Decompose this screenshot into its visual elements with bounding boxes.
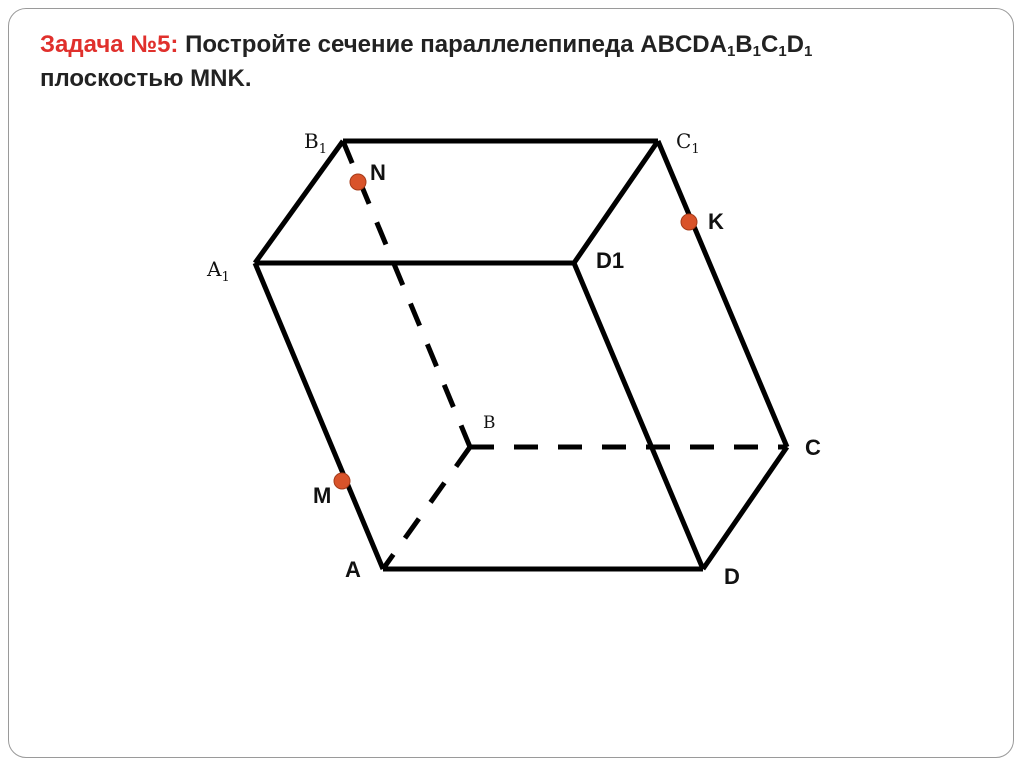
edge-A1-A — [255, 263, 383, 569]
edge-D-C — [703, 447, 787, 569]
label-K: K — [708, 209, 724, 234]
edge-C1-D1 — [574, 141, 658, 263]
label-N: N — [370, 160, 386, 185]
label-B1: $B_1$ — [304, 129, 327, 157]
edge-C1-C — [658, 141, 787, 447]
edge-B-A-hidden — [383, 447, 470, 569]
edge-A1-B1 — [255, 141, 343, 263]
label-B: B — [483, 413, 496, 433]
point-N — [350, 174, 366, 190]
label-C1: $C_1$ — [676, 129, 700, 157]
label-A: A — [345, 557, 361, 582]
task-text: Постройте сечение параллелепипеда $ABCDA_1B_1C_1D_1$ — [185, 31, 813, 60]
label-D: D — [724, 564, 740, 589]
label-A1: $A_1$ — [207, 257, 230, 285]
edge-D1-D — [574, 263, 703, 569]
point-K — [681, 214, 697, 230]
label-C: C — [805, 435, 821, 460]
task-number-label: Задача №5: — [40, 31, 179, 58]
label-D1: D1 — [596, 248, 625, 273]
task-text-line2: плоскостью MNK. — [40, 65, 252, 92]
label-M: M — [313, 483, 332, 508]
point-M — [334, 473, 350, 489]
